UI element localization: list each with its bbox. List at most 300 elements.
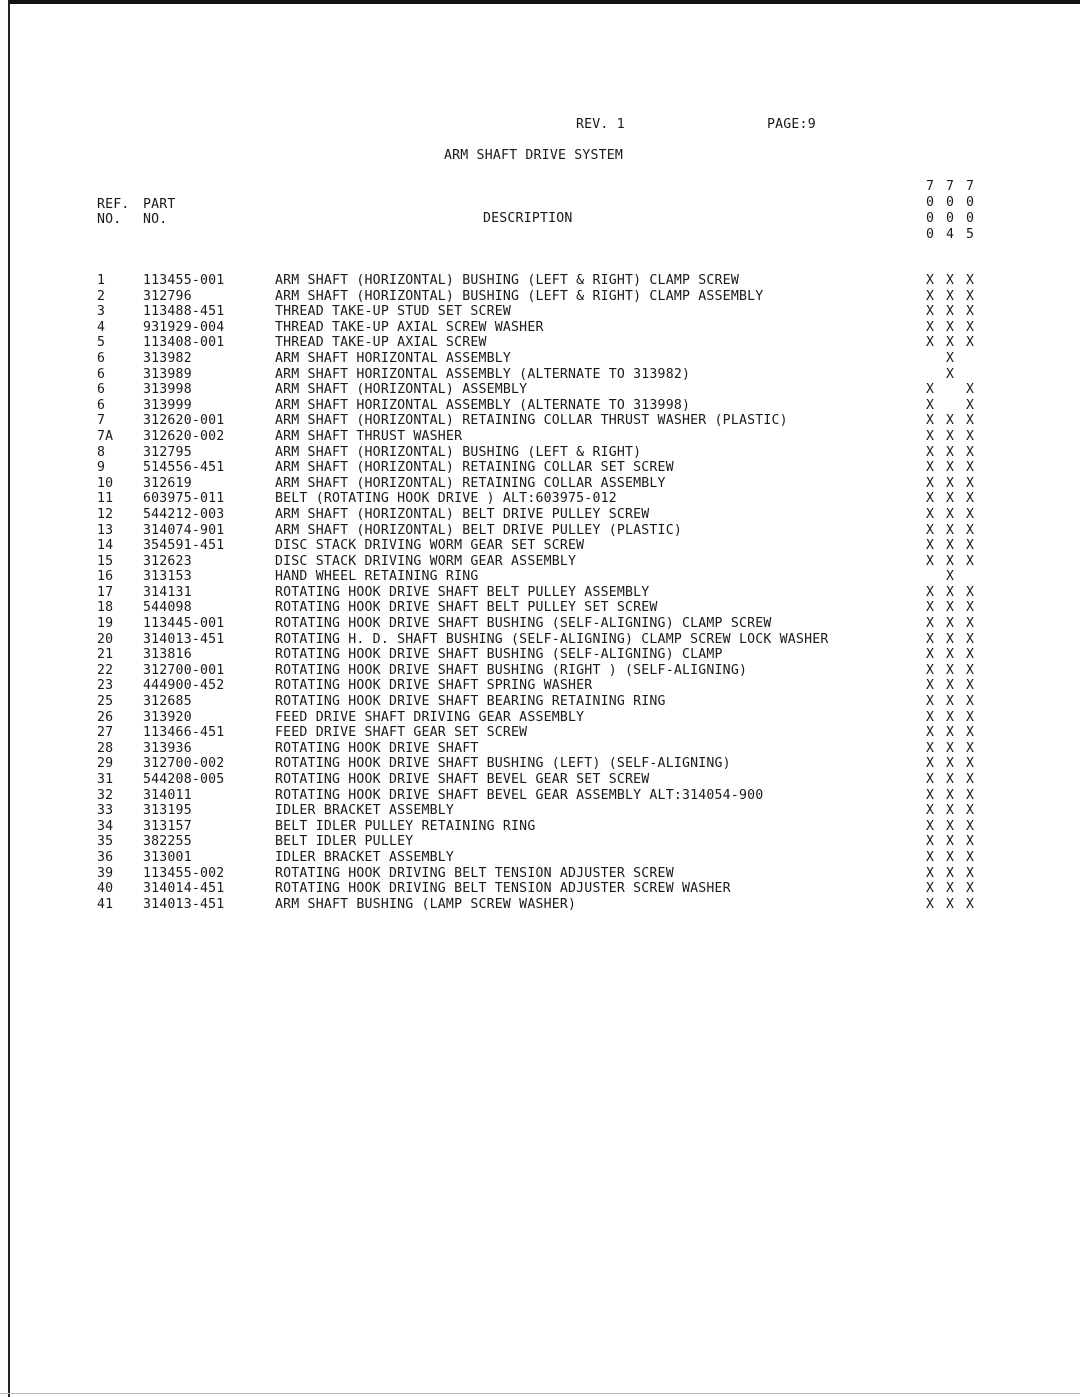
model-applicability-mark: X [946, 460, 955, 476]
part-description: ARM SHAFT HORIZONTAL ASSEMBLY (ALTERNATE TO 313982) [275, 366, 691, 382]
model-applicability-mark: X [946, 694, 955, 710]
model-applicability-mark: X [926, 335, 935, 351]
part-number: 313153 [143, 569, 192, 585]
part-description: ARM SHAFT (HORIZONTAL) BUSHING (LEFT & RIGHT) CLAMP ASSEMBLY [275, 288, 764, 304]
part-description: FEED DRIVE SHAFT GEAR SET SCREW [275, 725, 528, 741]
model-applicability-mark: X [966, 288, 975, 304]
model-applicability-mark: X [946, 725, 955, 741]
ref-number: 14 [97, 538, 114, 554]
ref-number: 26 [97, 709, 114, 725]
model-applicability-mark: X [946, 678, 955, 694]
model-applicability-mark: X [966, 460, 975, 476]
model-applicability-mark: X [966, 413, 975, 429]
model-applicability-mark: X [926, 491, 935, 507]
model-applicability-mark: X [926, 662, 935, 678]
ref-number: 31 [97, 772, 114, 787]
ref-number: 17 [97, 584, 114, 600]
scan-top-edge [8, 0, 1080, 4]
part-number: 313157 [143, 818, 192, 834]
part-number: 313936 [143, 740, 192, 756]
table-row [0, 335, 1080, 351]
part-number: 931929-004 [143, 319, 225, 335]
part-description: ARM SHAFT (HORIZONTAL) BUSHING (LEFT & RIGHT) CLAMP SCREW [275, 273, 739, 288]
model-applicability-mark: X [926, 584, 935, 600]
model-applicability-mark: X [946, 881, 955, 897]
model-applicability-mark: X [926, 397, 935, 413]
model-applicability-mark: X [946, 413, 955, 429]
model-applicability-mark: X [966, 506, 975, 522]
ref-number: 36 [97, 849, 114, 865]
model-digit: 0 [926, 195, 935, 210]
model-applicability-mark: X [946, 662, 955, 678]
model-applicability-mark: X [966, 647, 975, 663]
model-applicability-mark: X [926, 304, 935, 320]
revision-label: REV. 1 [576, 117, 625, 132]
model-applicability-mark: X [926, 413, 935, 429]
model-applicability-mark: X [966, 896, 975, 912]
model-applicability-mark: X [946, 491, 955, 507]
part-description: DISC STACK DRIVING WORM GEAR SET SCREW [275, 538, 585, 554]
part-number: 312700-002 [143, 756, 225, 772]
part-description: DISC STACK DRIVING WORM GEAR ASSEMBLY [275, 553, 577, 569]
model-applicability-mark: X [926, 382, 935, 398]
model-digit: 0 [946, 195, 955, 210]
ref-number: 2 [97, 288, 106, 304]
model-applicability-mark: X [966, 631, 975, 647]
model-applicability-mark: X [966, 756, 975, 772]
model-applicability-mark: X [966, 444, 975, 460]
model-applicability-mark: X [966, 335, 975, 351]
table-row [0, 756, 1080, 772]
table-row [0, 585, 1080, 601]
model-applicability-mark: X [946, 647, 955, 663]
ref-number: 35 [97, 834, 114, 850]
table-row [0, 725, 1080, 741]
model-applicability-mark: X [946, 849, 955, 865]
part-number: 113455-002 [143, 865, 225, 881]
table-row [0, 320, 1080, 336]
part-description: ARM SHAFT (HORIZONTAL) BUSHING (LEFT & RIGHT) [275, 444, 642, 460]
ref-number: 10 [97, 475, 114, 491]
part-number: 354591-451 [143, 538, 225, 554]
table-row [0, 367, 1080, 383]
model-applicability-mark: X [926, 444, 935, 460]
ref-number: 6 [97, 366, 106, 382]
model-applicability-mark: X [966, 428, 975, 444]
model-applicability-mark: X [926, 818, 935, 834]
model-applicability-mark: X [966, 662, 975, 678]
part-number: 312685 [143, 694, 192, 710]
description-header: DESCRIPTION [483, 211, 573, 226]
part-header-top: PART [143, 197, 176, 212]
part-number: 314011 [143, 787, 192, 803]
ref-number: 25 [97, 694, 114, 710]
part-number: 312700-001 [143, 662, 225, 678]
table-row [0, 413, 1080, 429]
model-applicability-mark: X [966, 709, 975, 725]
model-applicability-mark: X [966, 881, 975, 897]
part-description: ROTATING HOOK DRIVE SHAFT BEVEL GEAR SET SCREW [275, 772, 650, 787]
part-number: 113408-001 [143, 335, 225, 351]
part-description: ROTATING HOOK DRIVE SHAFT BUSHING (SELF-ALIGNING) CLAMP SCREW [275, 616, 772, 632]
model-applicability-mark: X [966, 397, 975, 413]
model-applicability-mark: X [966, 834, 975, 850]
model-applicability-mark: X [966, 616, 975, 632]
part-description: ARM SHAFT (HORIZONTAL) BELT DRIVE PULLEY (PLASTIC) [275, 522, 682, 538]
ref-number: 6 [97, 397, 106, 413]
ref-number: 13 [97, 522, 114, 538]
table-row [0, 460, 1080, 476]
model-applicability-mark: X [926, 709, 935, 725]
table-row [0, 678, 1080, 694]
table-row [0, 819, 1080, 835]
table-row [0, 834, 1080, 850]
ref-number: 22 [97, 662, 114, 678]
table-row [0, 741, 1080, 757]
table-row [0, 476, 1080, 492]
part-number: 113466-451 [143, 725, 225, 741]
part-header-bottom: NO. [143, 212, 168, 227]
ref-number: 6 [97, 350, 106, 366]
ref-number: 8 [97, 444, 106, 460]
ref-number: 7A [97, 428, 114, 444]
model-digit: 0 [966, 211, 975, 226]
part-description: BELT IDLER PULLEY RETAINING RING [275, 818, 536, 834]
part-number: 544098 [143, 600, 192, 616]
ref-number: 27 [97, 725, 114, 741]
part-description: ARM SHAFT HORIZONTAL ASSEMBLY (ALTERNATE TO 313998) [275, 397, 691, 413]
model-applicability-mark: X [926, 538, 935, 554]
model-applicability-mark: X [946, 335, 955, 351]
model-applicability-mark: X [926, 881, 935, 897]
part-number: 312620-001 [143, 413, 225, 429]
model-applicability-mark: X [946, 538, 955, 554]
model-applicability-mark: X [966, 787, 975, 803]
part-description: THREAD TAKE-UP AXIAL SCREW WASHER [275, 319, 544, 335]
part-description: THREAD TAKE-UP STUD SET SCREW [275, 304, 512, 320]
model-applicability-mark: X [926, 506, 935, 522]
part-description: ROTATING HOOK DRIVE SHAFT [275, 740, 479, 756]
ref-number: 7 [97, 413, 106, 429]
part-number: 113445-001 [143, 616, 225, 632]
model-applicability-mark: X [946, 709, 955, 725]
part-number: 603975-011 [143, 491, 225, 507]
model-applicability-mark: X [966, 304, 975, 320]
model-applicability-mark: X [926, 740, 935, 756]
ref-number: 28 [97, 740, 114, 756]
part-number: 382255 [143, 834, 192, 850]
model-applicability-mark: X [926, 600, 935, 616]
part-description: IDLER BRACKET ASSEMBLY [275, 803, 455, 819]
model-applicability-mark: X [966, 319, 975, 335]
part-description: BELT (ROTATING HOOK DRIVE ) ALT:603975-012 [275, 491, 617, 507]
table-row [0, 491, 1080, 507]
table-row [0, 647, 1080, 663]
ref-number: 15 [97, 553, 114, 569]
table-row [0, 304, 1080, 320]
model-applicability-mark: X [946, 803, 955, 819]
model-applicability-mark: X [966, 584, 975, 600]
parts-table [0, 273, 1080, 912]
ref-number: 41 [97, 896, 114, 912]
part-number: 514556-451 [143, 460, 225, 476]
table-row [0, 445, 1080, 461]
model-applicability-mark: X [946, 631, 955, 647]
part-description: ARM SHAFT HORIZONTAL ASSEMBLY [275, 350, 512, 366]
table-row [0, 803, 1080, 819]
model-applicability-mark: X [946, 506, 955, 522]
part-number: 313989 [143, 366, 192, 382]
part-number: 544212-003 [143, 506, 225, 522]
model-applicability-mark: X [926, 803, 935, 819]
model-applicability-mark: X [926, 273, 935, 288]
model-applicability-mark: X [946, 553, 955, 569]
table-row [0, 398, 1080, 414]
model-applicability-mark: X [946, 319, 955, 335]
part-description: ROTATING HOOK DRIVE SHAFT BELT PULLEY ASSEMBLY [275, 584, 650, 600]
model-applicability-mark: X [966, 678, 975, 694]
model-applicability-mark: X [946, 350, 955, 366]
part-description: ROTATING HOOK DRIVE SHAFT BUSHING (RIGHT ) (SELF-ALIGNING) [275, 662, 748, 678]
model-applicability-mark: X [966, 865, 975, 881]
ref-number: 11 [97, 491, 114, 507]
part-number: 113455-001 [143, 273, 225, 288]
part-description: HAND WHEEL RETAINING RING [275, 569, 479, 585]
table-row [0, 507, 1080, 523]
model-applicability-mark: X [946, 600, 955, 616]
part-number: 314013-451 [143, 631, 225, 647]
model-applicability-mark: X [926, 616, 935, 632]
model-digit: 0 [966, 195, 975, 210]
model-digit: 0 [926, 211, 935, 226]
part-description: ARM SHAFT BUSHING (LAMP SCREW WASHER) [275, 896, 577, 912]
ref-number: 33 [97, 803, 114, 819]
model-applicability-mark: X [966, 475, 975, 491]
model-applicability-mark: X [946, 834, 955, 850]
part-description: ROTATING HOOK DRIVE SHAFT BUSHING (SELF-ALIGNING) CLAMP [275, 647, 723, 663]
part-description: ARM SHAFT THRUST WASHER [275, 428, 463, 444]
part-description: ARM SHAFT (HORIZONTAL) ASSEMBLY [275, 382, 528, 398]
model-digit: 7 [946, 179, 955, 194]
model-applicability-mark: X [926, 553, 935, 569]
part-description: ARM SHAFT (HORIZONTAL) RETAINING COLLAR THRUST WASHER (PLASTIC) [275, 413, 788, 429]
ref-number: 18 [97, 600, 114, 616]
table-row [0, 710, 1080, 726]
model-applicability-mark: X [966, 849, 975, 865]
table-row [0, 351, 1080, 367]
part-description: THREAD TAKE-UP AXIAL SCREW [275, 335, 487, 351]
model-applicability-mark: X [966, 491, 975, 507]
table-row [0, 881, 1080, 897]
part-number: 113488-451 [143, 304, 225, 320]
model-applicability-mark: X [926, 631, 935, 647]
part-number: 444900-452 [143, 678, 225, 694]
model-applicability-mark: X [946, 475, 955, 491]
part-number: 313195 [143, 803, 192, 819]
model-applicability-mark: X [966, 740, 975, 756]
model-applicability-mark: X [946, 865, 955, 881]
part-number: 312795 [143, 444, 192, 460]
model-applicability-mark: X [926, 865, 935, 881]
part-description: FEED DRIVE SHAFT DRIVING GEAR ASSEMBLY [275, 709, 585, 725]
model-applicability-mark: X [926, 849, 935, 865]
table-row [0, 429, 1080, 445]
model-applicability-mark: X [946, 522, 955, 538]
model-applicability-mark: X [926, 460, 935, 476]
ref-number: 4 [97, 319, 106, 335]
model-digit: 7 [966, 179, 975, 194]
ref-number: 29 [97, 756, 114, 772]
part-description: ROTATING H. D. SHAFT BUSHING (SELF-ALIGNING) CLAMP SCREW LOCK WASHER [275, 631, 829, 647]
model-applicability-mark: X [946, 444, 955, 460]
table-row [0, 569, 1080, 585]
part-number: 313998 [143, 382, 192, 398]
model-applicability-mark: X [926, 725, 935, 741]
ref-number: 21 [97, 647, 114, 663]
ref-number: 1 [97, 273, 106, 288]
table-row [0, 772, 1080, 788]
table-row [0, 554, 1080, 570]
table-row [0, 289, 1080, 305]
ref-header-top: REF. [97, 197, 130, 212]
model-applicability-mark: X [926, 522, 935, 538]
table-row [0, 663, 1080, 679]
ref-number: 5 [97, 335, 106, 351]
table-row [0, 866, 1080, 882]
part-number: 313982 [143, 350, 192, 366]
scan-bottom-edge [0, 1393, 1080, 1394]
table-row [0, 523, 1080, 539]
model-applicability-mark: X [946, 366, 955, 382]
part-description: ROTATING HOOK DRIVE SHAFT SPRING WASHER [275, 678, 593, 694]
model-applicability-mark: X [926, 319, 935, 335]
part-number: 312623 [143, 553, 192, 569]
part-description: ARM SHAFT (HORIZONTAL) RETAINING COLLAR SET SCREW [275, 460, 674, 476]
table-row [0, 850, 1080, 866]
table-row [0, 382, 1080, 398]
part-number: 313816 [143, 647, 192, 663]
model-applicability-mark: X [926, 694, 935, 710]
model-applicability-mark: X [926, 787, 935, 803]
part-description: ROTATING HOOK DRIVE SHAFT BUSHING (LEFT) (SELF-ALIGNING) [275, 756, 731, 772]
model-applicability-mark: X [946, 428, 955, 444]
table-row [0, 632, 1080, 648]
model-applicability-mark: X [946, 616, 955, 632]
model-applicability-mark: X [946, 896, 955, 912]
part-description: ARM SHAFT (HORIZONTAL) BELT DRIVE PULLEY SCREW [275, 506, 650, 522]
ref-number: 20 [97, 631, 114, 647]
part-description: ROTATING HOOK DRIVE SHAFT BELT PULLEY SET SCREW [275, 600, 658, 616]
part-description: ARM SHAFT (HORIZONTAL) RETAINING COLLAR ASSEMBLY [275, 475, 666, 491]
model-applicability-mark: X [946, 273, 955, 288]
model-applicability-mark: X [946, 740, 955, 756]
table-row [0, 897, 1080, 913]
part-number: 312619 [143, 475, 192, 491]
table-row [0, 788, 1080, 804]
part-number: 314014-451 [143, 881, 225, 897]
model-digit: 0 [926, 227, 935, 242]
part-number: 314074-901 [143, 522, 225, 538]
model-applicability-mark: X [946, 569, 955, 585]
model-applicability-mark: X [966, 725, 975, 741]
model-applicability-mark: X [966, 522, 975, 538]
model-applicability-mark: X [946, 584, 955, 600]
part-number: 314131 [143, 584, 192, 600]
part-description: ROTATING HOOK DRIVING BELT TENSION ADJUSTER SCREW [275, 865, 674, 881]
table-row [0, 273, 1080, 289]
model-applicability-mark: X [926, 288, 935, 304]
model-applicability-mark: X [926, 428, 935, 444]
model-applicability-mark: X [966, 538, 975, 554]
ref-header-bottom: NO. [97, 212, 122, 227]
ref-number: 40 [97, 881, 114, 897]
part-description: IDLER BRACKET ASSEMBLY [275, 849, 455, 865]
model-applicability-mark: X [946, 787, 955, 803]
part-number: 314013-451 [143, 896, 225, 912]
page-number: PAGE:9 [767, 117, 816, 132]
model-applicability-mark: X [966, 772, 975, 787]
part-number: 313001 [143, 849, 192, 865]
model-applicability-mark: X [946, 772, 955, 787]
table-row [0, 538, 1080, 554]
ref-number: 6 [97, 382, 106, 398]
model-applicability-mark: X [966, 600, 975, 616]
model-applicability-mark: X [966, 694, 975, 710]
ref-number: 23 [97, 678, 114, 694]
model-applicability-mark: X [926, 772, 935, 787]
model-applicability-mark: X [946, 818, 955, 834]
model-applicability-mark: X [946, 756, 955, 772]
model-applicability-mark: X [966, 273, 975, 288]
ref-number: 12 [97, 506, 114, 522]
table-row [0, 694, 1080, 710]
model-applicability-mark: X [926, 678, 935, 694]
model-applicability-mark: X [926, 896, 935, 912]
part-description: ROTATING HOOK DRIVE SHAFT BEVEL GEAR ASSEMBLY ALT:314054-900 [275, 787, 764, 803]
ref-number: 3 [97, 304, 106, 320]
ref-number: 34 [97, 818, 114, 834]
part-number: 544208-005 [143, 772, 225, 787]
part-number: 312620-002 [143, 428, 225, 444]
model-applicability-mark: X [926, 475, 935, 491]
model-applicability-mark: X [926, 834, 935, 850]
ref-number: 9 [97, 460, 106, 476]
ref-number: 19 [97, 616, 114, 632]
model-applicability-mark: X [926, 756, 935, 772]
part-description: ROTATING HOOK DRIVING BELT TENSION ADJUSTER SCREW WASHER [275, 881, 731, 897]
model-digit: 7 [926, 179, 935, 194]
model-applicability-mark: X [966, 818, 975, 834]
model-digit: 0 [946, 211, 955, 226]
model-applicability-mark: X [966, 803, 975, 819]
page-title: ARM SHAFT DRIVE SYSTEM [444, 148, 624, 163]
model-applicability-mark: X [946, 288, 955, 304]
model-applicability-mark: X [946, 304, 955, 320]
model-applicability-mark: X [966, 553, 975, 569]
model-digit: 4 [946, 227, 955, 242]
part-number: 313999 [143, 397, 192, 413]
model-digit: 5 [966, 227, 975, 242]
table-row [0, 616, 1080, 632]
model-applicability-mark: X [926, 647, 935, 663]
model-applicability-mark: X [966, 382, 975, 398]
table-row [0, 600, 1080, 616]
part-description: BELT IDLER PULLEY [275, 834, 414, 850]
part-number: 313920 [143, 709, 192, 725]
part-description: ROTATING HOOK DRIVE SHAFT BEARING RETAINING RING [275, 694, 666, 710]
ref-number: 32 [97, 787, 114, 803]
ref-number: 39 [97, 865, 114, 881]
